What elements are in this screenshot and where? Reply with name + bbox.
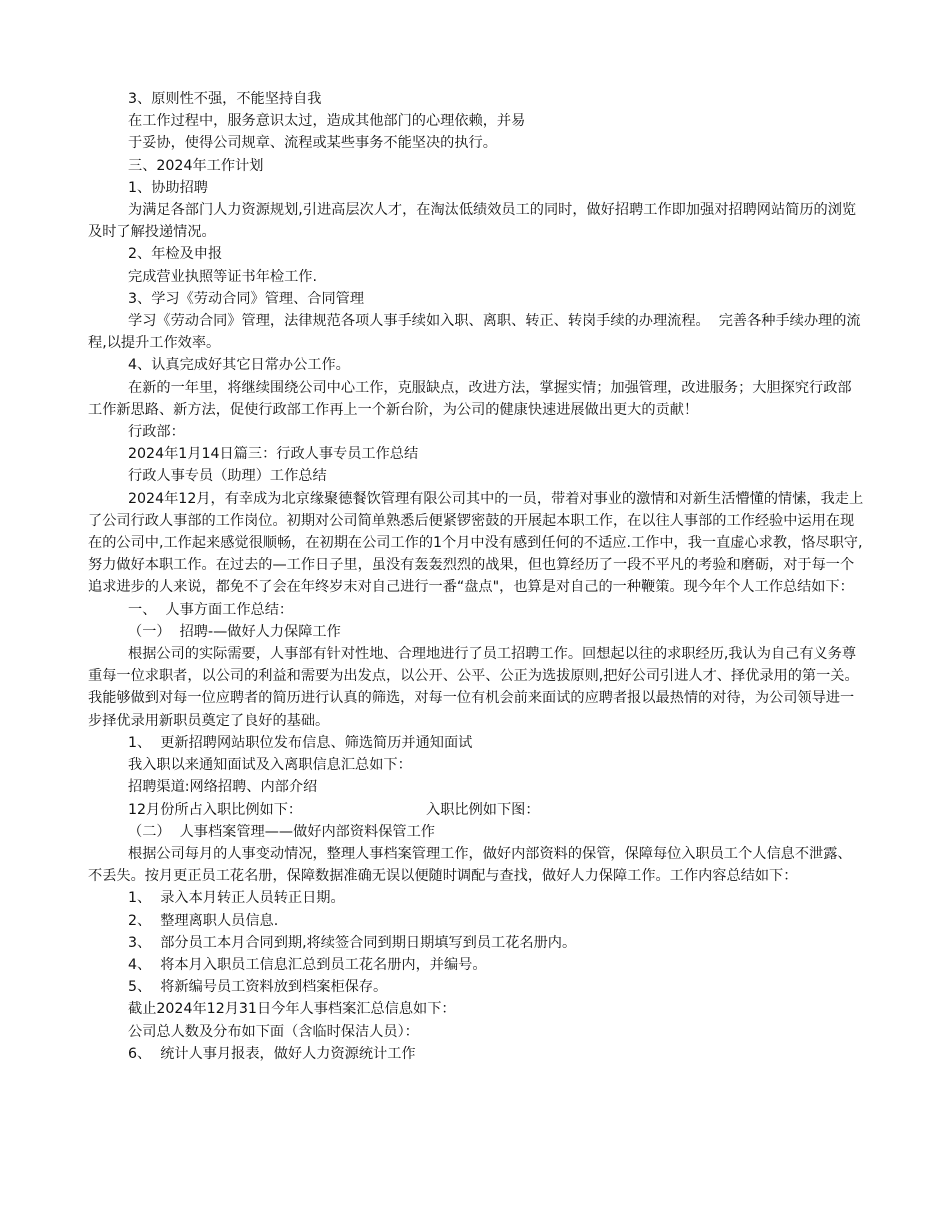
paragraph: 行政部：	[128, 424, 185, 441]
paragraph: 行政人事专员（助理）工作总结	[128, 468, 327, 485]
paragraph: 完成营业执照等证书年检工作.	[128, 268, 317, 285]
paragraph: 招聘渠道:网络招聘、内部介绍	[128, 779, 318, 796]
paragraph: （一） 招聘-—做好人力保障工作	[128, 623, 341, 640]
paragraph: 2、年检及申报	[128, 246, 223, 263]
entry-ratio-line	[88, 799, 864, 821]
paragraph: 4、认真完成好其它日常办公工作。	[128, 357, 350, 374]
paragraph: 6、 统计人事月报表，做好人力资源统计工作	[128, 1045, 416, 1062]
paragraph: 根据公司每月的人事变动情况，整理人事档案管理工作，做好内部资料的保管，保障每位入职员工个人信息不泄露、不丢失。按月更正员工花名册，保障数据准确无误以便随时调配与查找，做好人力保障工作。工作内容总结如下：	[88, 845, 852, 885]
paragraph: 公司总人数及分布如下面（含临时保洁人员）：	[128, 1023, 419, 1040]
paragraph: 根据公司的实际需要，人事部有针对性地、合理地进行了员工招聘工作。回想起以往的求职经历,我认为自己有义务尊重每一位求职者，以公司的利益和需要为出发点，以公开、公平、公正为选拔原则,把好公司引进人才、择优录用的第一关。我能够做到对每一位应聘者的简历进行认真的筛选，对每一位有机会前来面试的应聘者报以最热情的对待，为公司领导进一步择优录用新职员奠定了良好的基础。	[88, 646, 859, 729]
paragraph: 为满足各部门人力资源规划,引进高层次人才，在淘汰低绩效员工的同时，做好招聘工作即加强对招聘网站简历的浏览及时了解投递情况。	[88, 202, 857, 241]
paragraph: 1、 更新招聘网站职位发布信息、筛选简历并通知面试	[128, 734, 473, 751]
paragraph: 3、原则性不强，不能坚持自我	[128, 91, 322, 107]
paragraph: 在工作过程中，服务意识太过，造成其他部门的心理依赖，并易	[128, 113, 526, 130]
paragraph: 2024年1月14日篇三：行政人事专员工作总结	[128, 446, 419, 463]
paragraph: 3、学习《劳动合同》管理、合同管理	[128, 290, 365, 307]
entry-ratio-left-text: 12月份所占入职比例如下：	[128, 801, 303, 818]
document-page	[88, 88, 864, 1065]
paragraph: 在新的一年里，将继续围绕公司中心工作，克服缺点，改进方法，掌握实情；加强管理，改进服务；大胆探究行政部工作新思路、新方法，促使行政部工作再上一个新台阶，为公司的健康快速进展做出更大的贡献！	[88, 379, 852, 418]
paragraph: 5、 将新编号员工资料放到档案柜保存。	[128, 979, 388, 996]
paragraph: 学习《劳动合同》管理，法律规范各项人事手续如入职、离职、转正、转岗手续的办理流程。 完善各种手续办理的流程,以提升工作效率。	[88, 313, 861, 352]
paragraph: 4、 将本月入职员工信息汇总到员工花名册内，并编号。	[128, 956, 487, 973]
paragraph: 一、 人事方面工作总结：	[128, 601, 294, 618]
document-body-part1	[88, 88, 864, 799]
paragraph: 截止2024年12月31日今年人事档案汇总信息如下：	[128, 1001, 456, 1018]
paragraph: 1、 录入本月转正人员转正日期。	[128, 890, 345, 907]
paragraph: 于妥协，使得公司规章、流程或某些事务不能坚决的执行。	[128, 135, 497, 152]
entry-ratio-right-text: 入职比例如下图：	[426, 801, 540, 818]
paragraph: 2、 整理离职人员信息.	[128, 912, 279, 929]
paragraph: 2024年12月，有幸成为北京缘聚德餐饮管理有限公司其中的一员，带着对事业的激情和对新生活懵懂的情愫，我走上了公司行政人事部的工作岗位。初期对公司简单熟悉后便紧锣密鼓的开展起本职工作，在以往人事部的工作经验中运用在现在的公司中,工作起来感觉很顺畅，在初期在公司工作的1个月中没有感到任何的不适应.工作中，我一直虚心求教，恪尽职守,努力做好本职工作。在过去的—工作日子里，虽没有轰轰烈烈的战果，但也算经历了一段不平凡的考验和磨砺，对于每一个追求进步的人来说，都免不了会在年终岁末对自己进行一番“盘点"，也算是对自己的一种鞭策。现今年个人工作总结如下：	[88, 490, 864, 596]
document-body-part2	[88, 821, 864, 1065]
paragraph: 1、协助招聘	[128, 179, 208, 196]
paragraph: 3、 部分员工本月合同到期,将续签合同到期日期填写到员工花名册内。	[128, 934, 577, 951]
paragraph: （二） 人事档案管理——做好内部资料保管工作	[128, 823, 435, 840]
paragraph: 三、2024年工作计划	[128, 157, 264, 174]
paragraph: 我入职以来通知面试及入离职信息汇总如下：	[128, 757, 412, 774]
